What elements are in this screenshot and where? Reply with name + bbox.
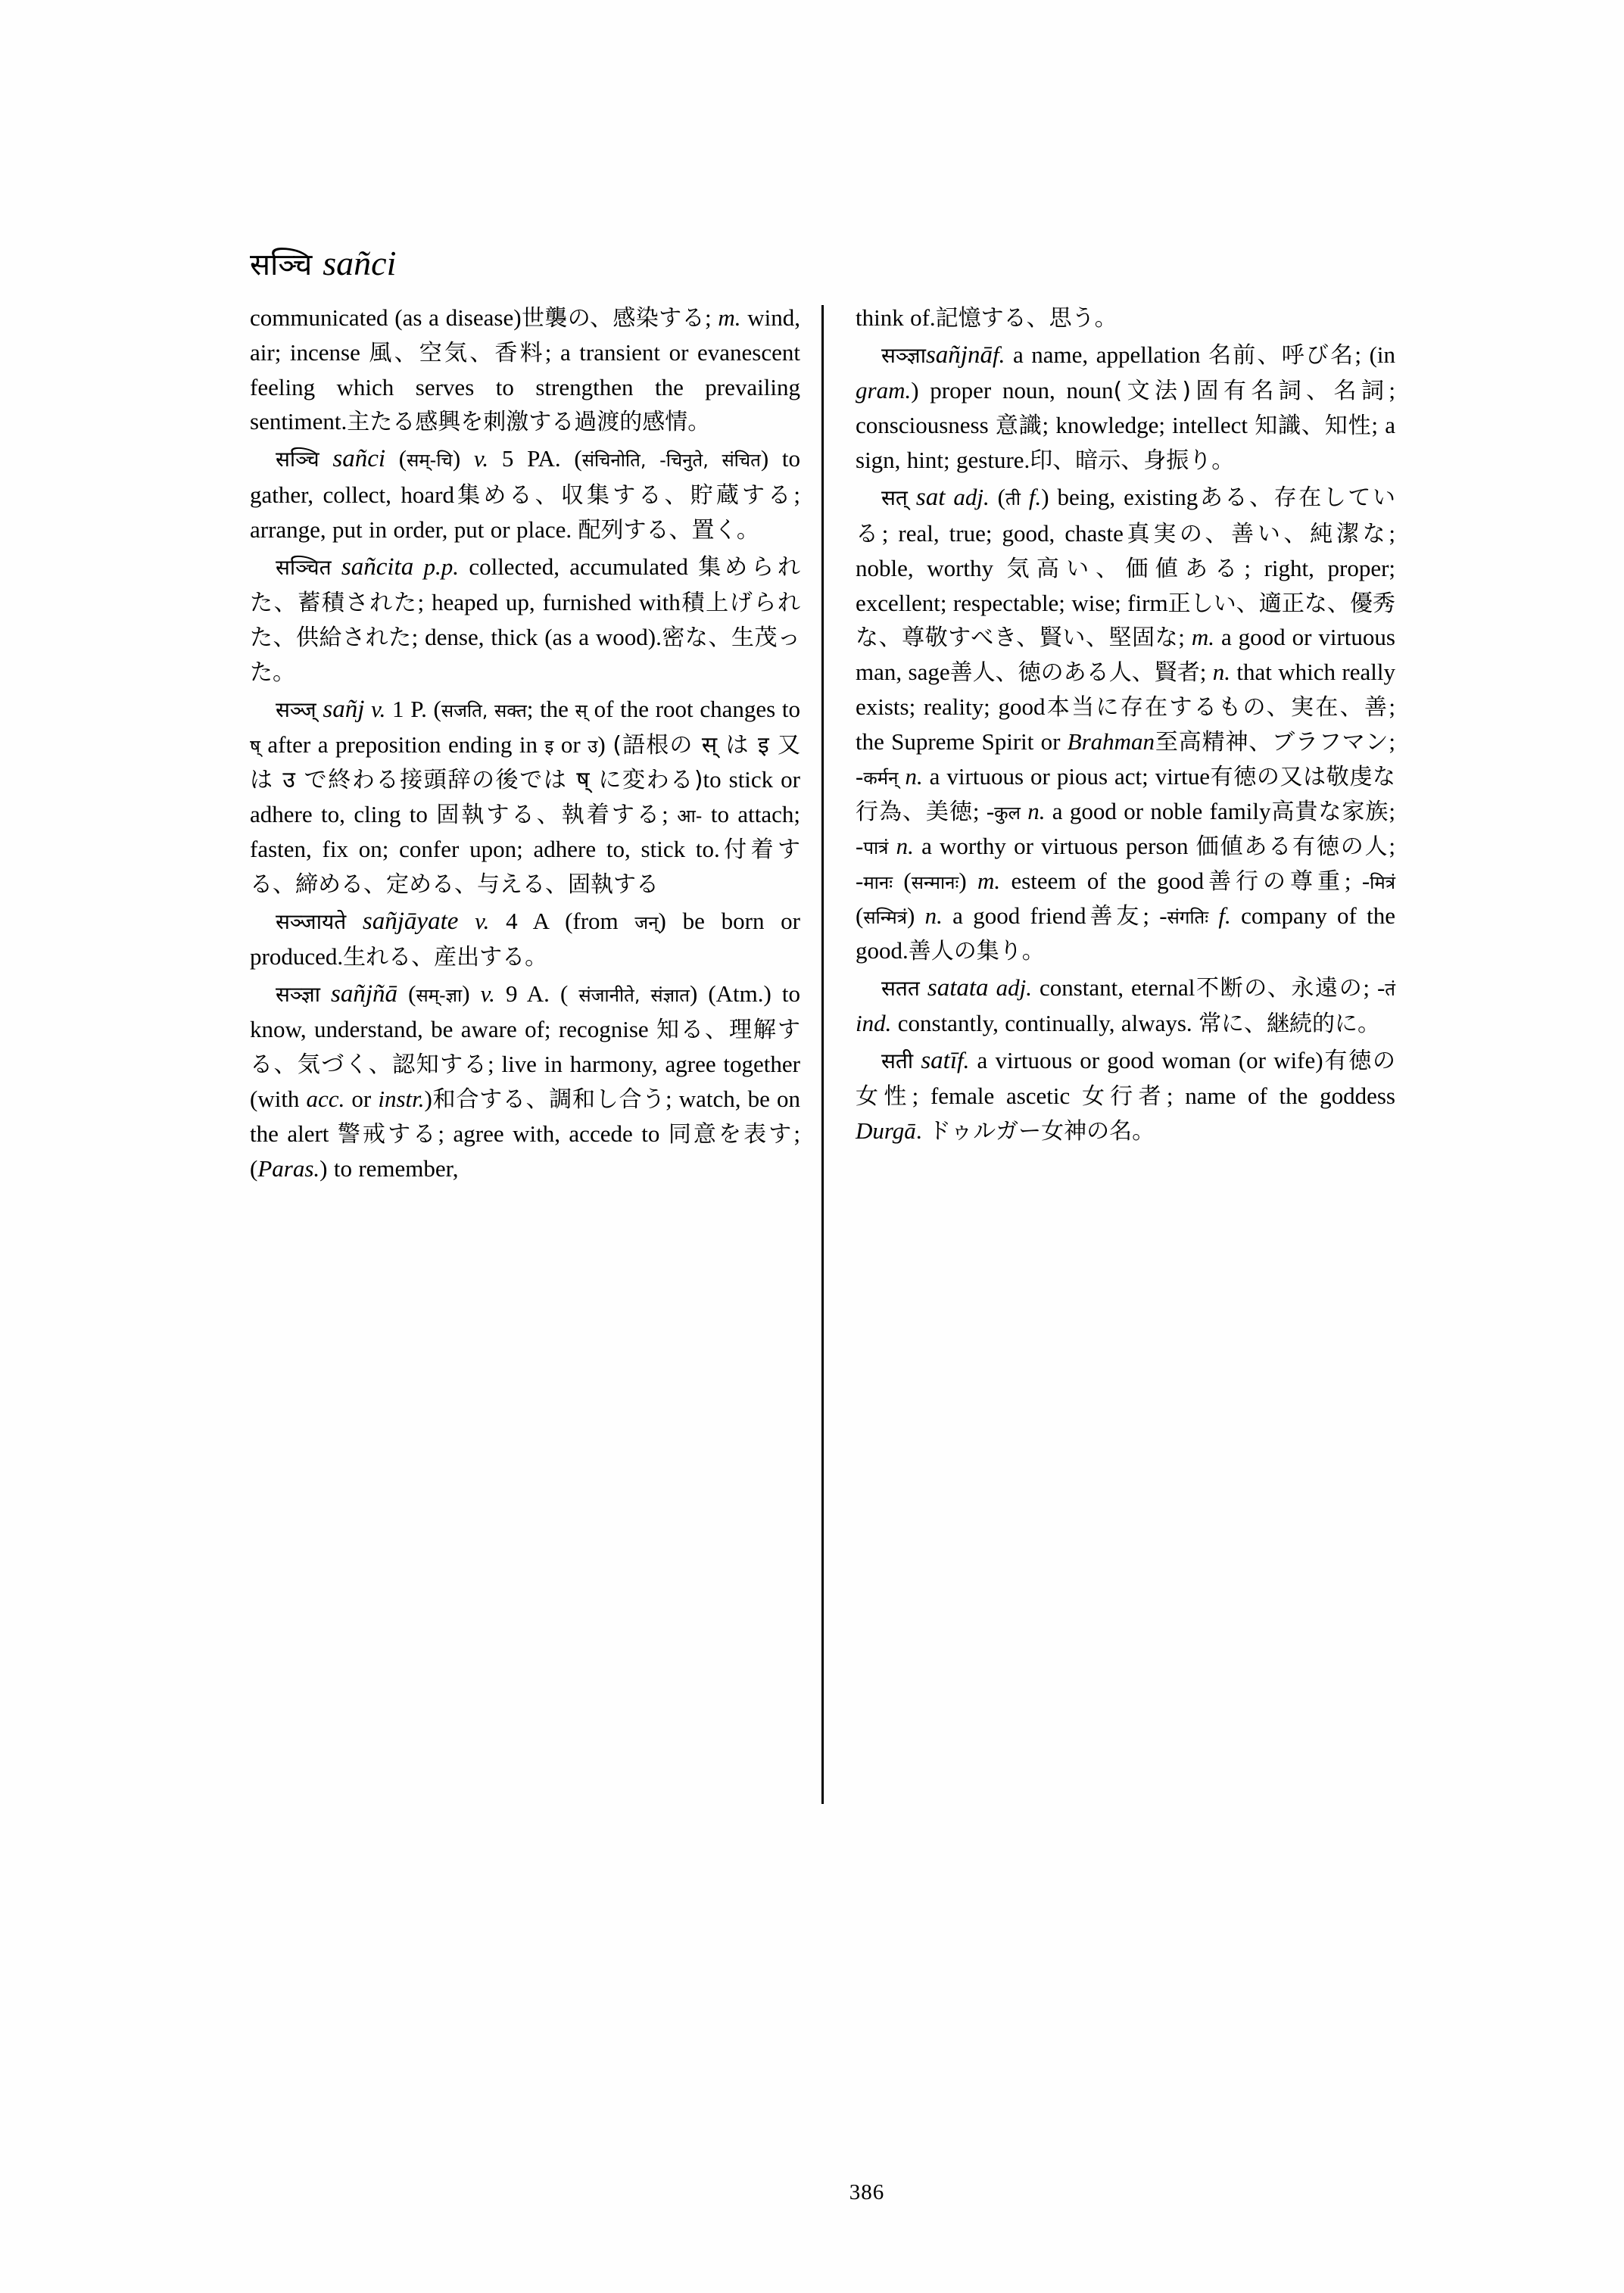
dictionary-entry: सती satīf. a virtuous or good woman (or wife)有徳の女性; female ascetic 女行者; name of the goddess Durgā. ドゥルガー女神の名。 — [856, 1047, 1395, 1145]
page-number: 386 — [849, 2180, 885, 2204]
dictionary-entry: सञ्ज्ञाsañjnāf. a name, appellation 名前、呼び名; (in gram.) proper noun, noun(文法)固有名詞、名詞; consciousness 意識; knowledge; intellect 知識、知性; a sign, hint; gesture.印、暗示、身振り。 — [856, 341, 1396, 475]
dictionary-entry: सतत satata adj. constant, eternal不断の、永遠の; -तं ind. constantly, continually, always. 常に、継続的に。 — [856, 974, 1395, 1038]
two-column-body — [250, 301, 1484, 1804]
dictionary-entry: सञ्चित sañcita p.p. collected, accumulated 集められた、蓄積された; heaped up, furnished with積上げられた、供給された; dense, thick (as a wood).密な、生茂った。 — [250, 553, 801, 686]
header-latin: sañci — [323, 244, 397, 282]
dictionary-entry: think of.記憶する、思う。 — [856, 304, 1117, 332]
dictionary-entry: सत् sat adj. (ती f.) being, existingある、存在している; real, true; good, chaste真実の、善い、純潔な; noble, worthy 気高い、価値ある; right, proper; excellent; respectable; wise; firm正しい、適正な、優秀な、尊敬すべき、賢い、堅固な; m. a good or virtuous man, sage善人、徳のある人、賢者; n. that which really exists; reality; good本当に存在するもの、実在、善; the Supreme Spirit or Brahman至高精神、ブラフマン; -कर्मन् n. a virtuous or pious act; virtue有徳の又は敬虔な行為、美徳; -कुल n. a good or noble family高貴な家族; -पात्रं n. a worthy or virtuous person 価値ある有徳の人; -मानः (सन्मानः) m. esteem of the good善行の尊重; -मित्रं (सन्मित्रं) n. a good friend善友; -संगतिः f. company of the good.善人の集り。 — [856, 484, 1396, 964]
dictionary-entry: सञ्जायते sañjāyate v. 4 A (from जन्) be born or produced.生れる、産出する。 — [250, 907, 801, 971]
dictionary-entry: communicated (as a disease)世襲の、感染する; m. wind, air; incense 風、空気、香料; a transient or evanescent feeling which serves to strengthen the prevailing sentiment.主たる感興を刺激する過渡的感情。 — [250, 304, 800, 436]
right-column — [824, 301, 1395, 1150]
header-devanagari: सञ्चि — [250, 248, 313, 282]
dictionary-entry: सञ्ज् sañj v. 1 P. (सजति, सक्त; the स् of the root changes to ष् after a preposition ending in इ or उ) (語根の स् は इ 又は उ で終わる接頭辞の後では ष् に変わる)to stick or adhere to, cling to 固執する、執着する; आ- to attach; fasten, fix on; confer upon; adhere to, stick to.付着する、締める、定める、与える、固執する — [250, 695, 801, 898]
dictionary-entry: सञ्चि sañci (सम्-चि) v. 5 PA. (संचिनोति, -चिनुते, संचित) to gather, collect, hoard集める、収集する、貯蔵する; arrange, put in order, put or place. 配列する、置く。 — [250, 445, 801, 544]
page-header — [250, 242, 1484, 284]
dictionary-entry: सञ्ज्ञा sañjñā (सम्-ज्ञा) v. 9 A. ( संजानीते, संज्ञात) (Atm.) to know, understand, be aware of; recognise 知る、理解する、気づく、認知する; live in harmony, agree together (with acc. or instr.)和合する、調和し合う; watch, be on the alert 警戒する; agree with, accede to 同意を表す; (Paras.) to remember, — [250, 980, 801, 1182]
page-content — [250, 242, 1484, 2204]
left-column — [250, 301, 821, 1187]
